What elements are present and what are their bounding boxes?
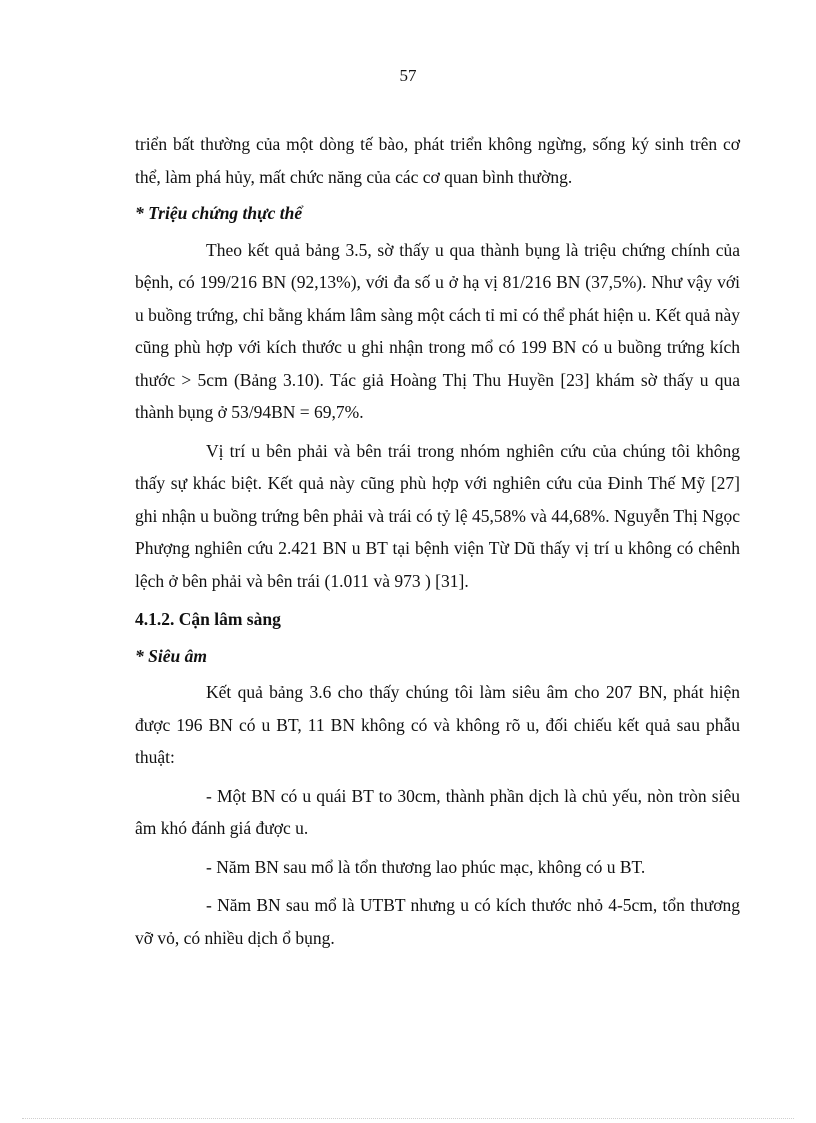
section-heading-paraclinical: 4.1.2. Cận lâm sàng <box>135 609 281 629</box>
paragraph-tumor-position: Vị trí u bên phải và bên trái trong nhóm nghiên cứu của chúng tôi không thấy sự khác biệt. Kết quả này cũng phù hợp với nghiên cứu của Đinh Thế Mỹ [27] ghi nhận u buồng trứng bên phải và trái có tỷ lệ 45,58% và 44,68%. Nguyễn Thị Ngọc Phượng nghiên cứu 2.421 BN u BT tại bệnh viện Từ Dũ thấy vị trí u không có chênh lệch ở bên phải và bên trái (1.011 và 973 ) [31]. <box>135 440 741 591</box>
paragraph-ultrasound-results: Kết quả bảng 3.6 cho thấy chúng tôi làm siêu âm cho 207 BN, phát hiện được 196 BN có u BT, 11 BN không có và không rõ u, đối chiếu kết quả sau phẫu thuật: <box>135 682 740 767</box>
section-heading-ultrasound: * Siêu âm <box>135 645 207 666</box>
page-content <box>135 128 740 954</box>
list-item-ovarian-cancer: - Năm BN sau mổ là UTBT nhưng u có kích thước nhỏ 4-5cm, tổn thương vỡ vỏ, có nhiều dịch ổ bụng. <box>135 895 740 948</box>
bottom-divider <box>22 1118 794 1119</box>
list-item-tuberculosis: - Năm BN sau mổ là tổn thương lao phúc mạc, không có u BT. <box>206 856 646 877</box>
paragraph-continuation: triển bất thường của một dòng tế bào, phát triển không ngừng, sống ký sinh trên cơ thể, làm phá hủy, mất chức năng của các cơ quan bình thường. <box>135 134 740 187</box>
page-number: 57 <box>399 66 417 85</box>
list-item-teratoma: - Một BN có u quái BT to 30cm, thành phần dịch là chủ yếu, nòn tròn siêu âm khó đánh giá được u. <box>135 785 740 838</box>
paragraph-physical-symptoms: Theo kết quả bảng 3.5, sờ thấy u qua thành bụng là triệu chứng chính của bệnh, có 199/216 BN (92,13%), với đa số u ở hạ vị 81/216 BN (37,5%). Như vậy với u buồng trứng, chỉ bằng khám lâm sàng một cách tỉ mỉ có thể phát hiện u. Kết quả này cũng phù hợp với kích thước u ghi nhận trong mổ có 199 BN có u buồng trứng kích thước > 5cm (Bảng 3.10). Tác giả Hoàng Thị Thu Huyền [23] khám sờ thấy u qua thành bụng ở 53/94BN = 69,7%. <box>135 239 740 422</box>
section-heading-physical-symptoms: * Triệu chứng thực thể <box>135 203 303 223</box>
